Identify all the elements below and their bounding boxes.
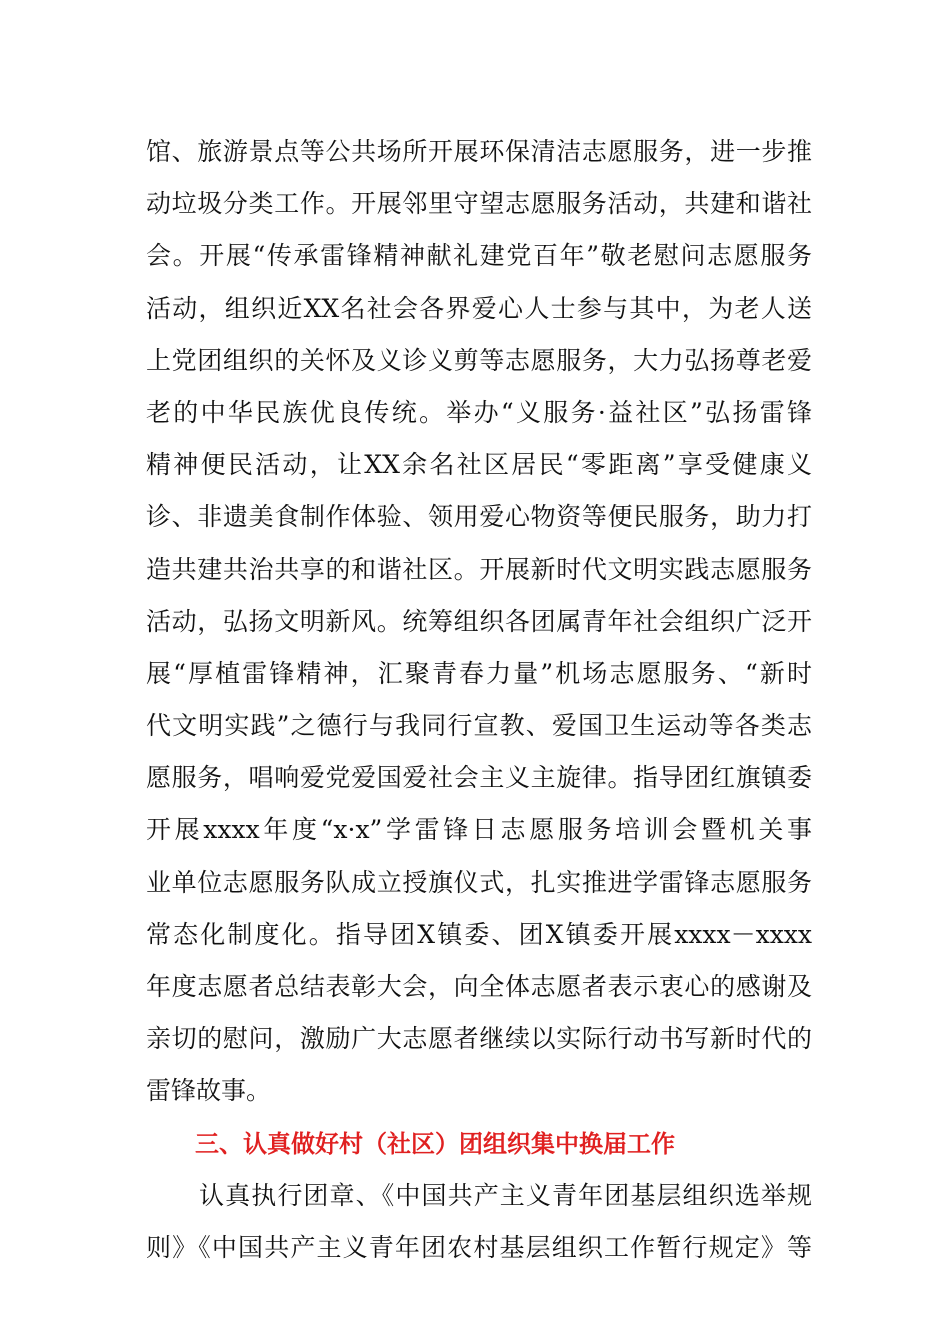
- text-line: 馆、旅游景点等公共场所开展环保清洁志愿服务，进一步推: [146, 137, 812, 166]
- text-line: 业单位志愿服务队成立授旗仪式，扎实推进学雷锋志愿服务: [146, 867, 812, 897]
- text-line: 雷锋故事。: [146, 1076, 272, 1106]
- text-line: 常态化制度化。指导团X镇委、团X镇委开展xxxx－xxxx: [146, 919, 812, 949]
- section-heading: 三、认真做好村（社区）团组织集中换届工作: [195, 1129, 675, 1158]
- text-line: 动垃圾分类工作。开展邻里守望志愿服务活动，共建和谐社: [146, 189, 812, 219]
- text-line: 展“厚植雷锋精神，汇聚青春力量”机场志愿服务、“新时: [146, 658, 812, 688]
- text-line: 老的中华民族优良传统。举办“义服务·益社区”弘扬雷锋: [146, 397, 812, 427]
- text-line: 年度志愿者总结表彰大会，向全体志愿者表示衷心的感谢及: [146, 972, 812, 1001]
- text-line: 愿服务，唱响爱党爱国爱社会主义主旋律。指导团红旗镇委: [146, 763, 812, 793]
- text-line: 活动，组织近XX名社会各界爱心人士参与其中，为老人送: [146, 293, 812, 323]
- paragraph-volunteer-services: [146, 126, 812, 1118]
- text-line: 精神便民活动，让XX余名社区居民“零距离”享受健康义: [146, 450, 812, 480]
- text-line: 则》《中国共产主义青年团农村基层组织工作暂行规定》等: [146, 1232, 812, 1262]
- text-line: 会。开展“传承雷锋精神献礼建党百年”敬老慰问志愿服务: [146, 241, 812, 271]
- text-line: 造共建共治共享的和谐社区。开展新时代文明实践志愿服务: [146, 554, 812, 584]
- text-line: 上党团组织的关怀及义诊义剪等志愿服务，大力弘扬尊老爱: [146, 345, 812, 375]
- text-line: 诊、非遗美食制作体验、领用爱心物资等便民服务，助力打: [146, 502, 812, 532]
- text-line: 开展xxxx年度“x·x”学雷锋日志愿服务培训会暨机关事: [146, 815, 812, 845]
- text-line: 认真执行团章、《中国共产主义青年团基层组织选举规: [199, 1180, 812, 1210]
- document-body: [146, 126, 812, 1274]
- paragraph-league-reelection: [146, 1170, 812, 1274]
- text-line: 代文明实践”之德行与我同行宣教、爱国卫生运动等各类志: [146, 711, 812, 741]
- text-line: 亲切的慰问，激励广大志愿者继续以实际行动书写新时代的: [146, 1024, 812, 1054]
- text-line: 活动，弘扬文明新风。统筹组织各团属青年社会组织广泛开: [146, 606, 812, 636]
